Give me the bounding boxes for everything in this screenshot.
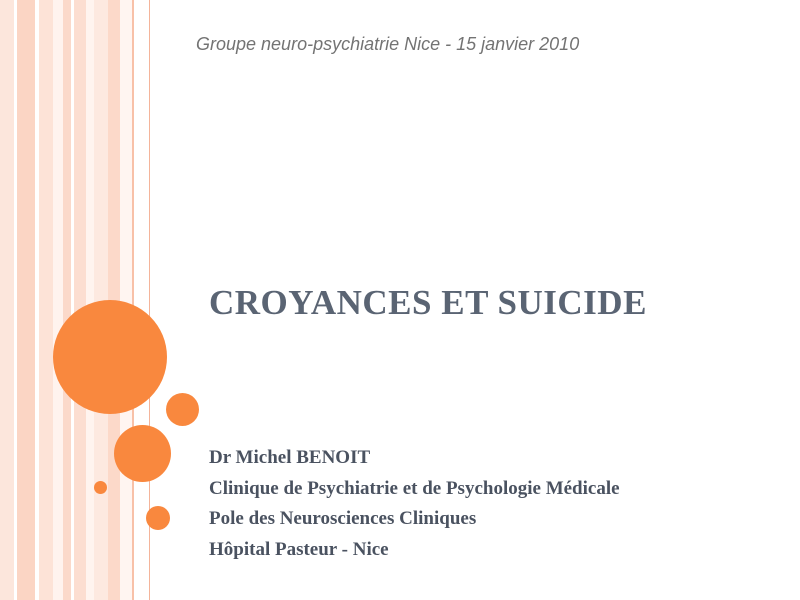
author-department: Clinique de Psychiatrie et de Psychologie Médicale bbox=[209, 477, 620, 499]
decorative-stripe bbox=[120, 0, 132, 600]
author-pole: Pole des Neurosciences Cliniques bbox=[209, 508, 477, 529]
decorative-circle-small bbox=[146, 506, 170, 530]
author-name: Dr Michel BENOIT bbox=[209, 447, 371, 468]
decorative-stripe bbox=[63, 0, 71, 600]
decorative-stripe bbox=[53, 0, 63, 600]
decorative-stripe bbox=[86, 0, 94, 600]
decorative-stripe bbox=[39, 0, 53, 600]
decorative-stripe bbox=[17, 0, 35, 600]
decorative-circle-small bbox=[166, 393, 199, 426]
author-hospital: Hôpital Pasteur - Nice bbox=[209, 538, 389, 560]
author-block bbox=[209, 443, 620, 565]
decorative-stripe bbox=[132, 0, 134, 600]
decorative-stripe bbox=[74, 0, 86, 600]
slide-header: Groupe neuro-psychiatrie Nice - 15 janvier 2010 bbox=[196, 34, 580, 54]
decorative-circle-tiny bbox=[94, 481, 107, 494]
decorative-stripe bbox=[0, 0, 14, 600]
slide-title: CROYANCES ET SUICIDE bbox=[209, 283, 647, 322]
decorative-circle-large bbox=[53, 300, 167, 414]
decorative-circle-medium bbox=[114, 425, 171, 482]
